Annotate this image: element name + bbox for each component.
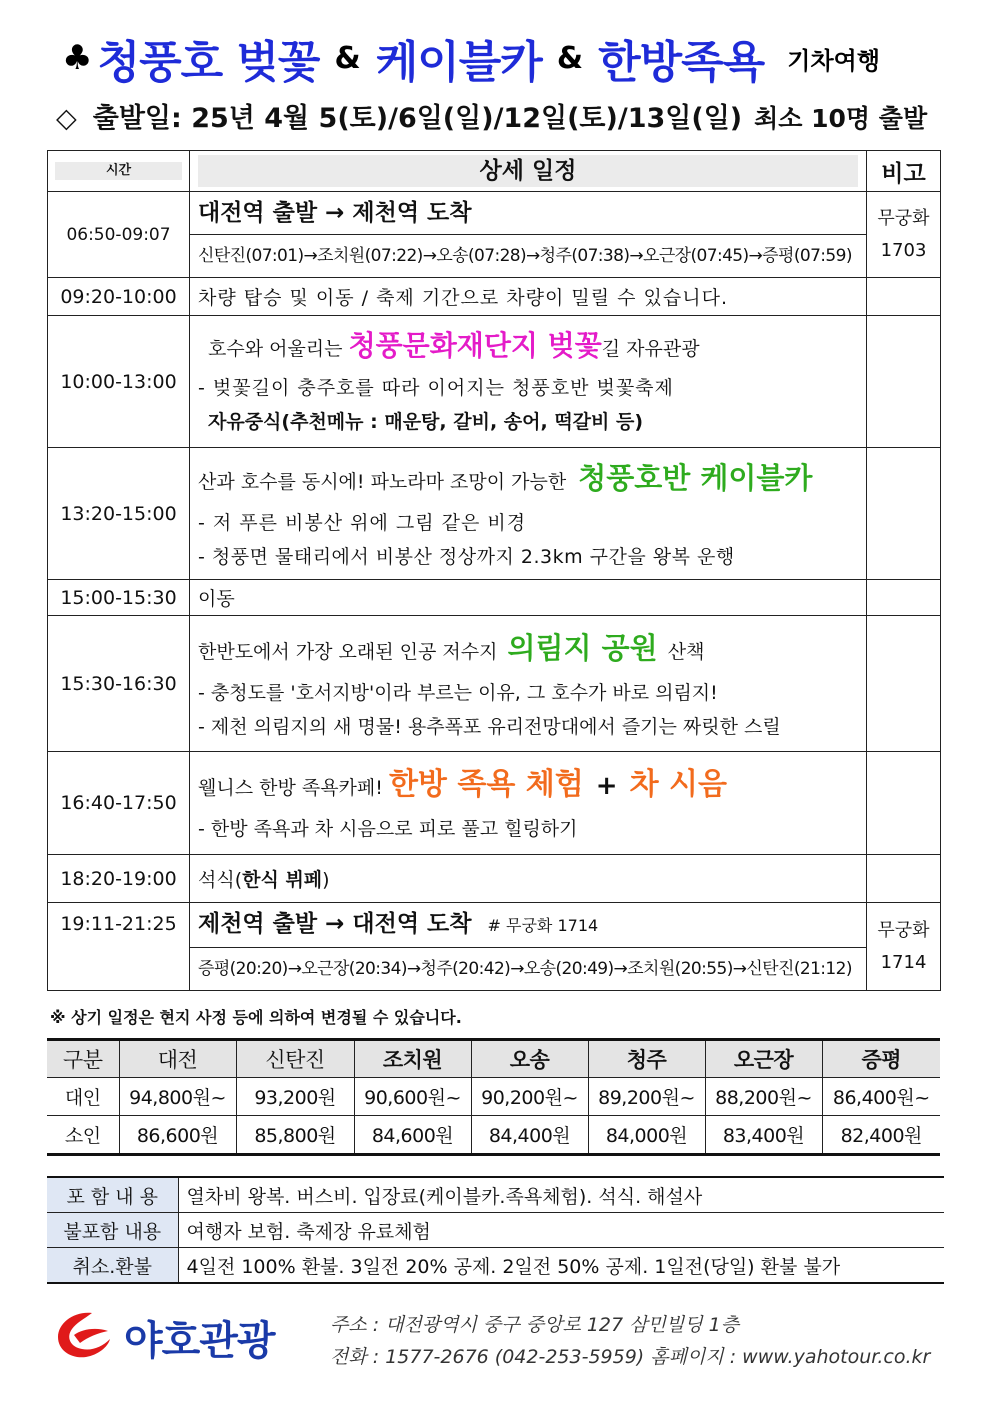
price-cell: 90,200원~ — [471, 1078, 588, 1116]
price-header-cell: 오근장 — [705, 1040, 822, 1078]
row-time: 18:20-19:00 — [48, 855, 190, 903]
price-cell: 대인 — [47, 1078, 119, 1116]
change-notice: ※ 상기 일정은 현지 사정 등에 의하여 변경될 수 있습니다. — [50, 1008, 462, 1027]
row-time: 13:20-15:00 — [48, 448, 190, 580]
departure-text: 출발일: 25년 4월 5(토)/6일(일)/12일(토)/13일(일) — [92, 103, 743, 134]
price-cell: 83,400원 — [705, 1116, 822, 1155]
schedule-row — [48, 903, 941, 991]
price-header-row — [47, 1040, 940, 1078]
schedule-table — [47, 150, 941, 991]
info-row-refund — [47, 1248, 944, 1284]
price-cell: 89,200원~ — [588, 1078, 705, 1116]
company-address: 주소 : 대전광역시 중구 중앙로 127 삼민빌딩 1층 — [330, 1314, 740, 1336]
row-note: 무궁화 1703 — [867, 192, 941, 278]
price-row-child — [47, 1116, 940, 1155]
price-header-cell: 조치원 — [354, 1040, 471, 1078]
info-label: 불포함 내용 — [47, 1213, 178, 1248]
row-detail: 산과 호수를 동시에! 파노라마 조망이 가능한 청풍호반 케이블카 - 저 푸른 비봉산 위에 그림 같은 비경 - 청풍면 물태리에서 비봉산 정상까지 2.3km 구간을 왕복 운행 — [190, 448, 867, 580]
schedule-header-row — [48, 151, 941, 192]
route-stops: 신탄진(07:01)→조치원(07:22)→오송(07:28)→청주(07:38)→오근장(07:45)→증평(07:59) — [190, 234, 866, 277]
title-part1: 청풍호 벚꽃 — [97, 37, 320, 88]
route-stops: 증평(20:20)→오근장(20:34)→청주(20:42)→오송(20:49)→조치원(20:55)→신탄진(21:12) — [190, 947, 866, 990]
row-detail: 웰니스 한방 족욕카페! 한방 족욕 체험 + 차 시음 - 한방 족욕과 차 시음으로 피로 풀고 힐링하기 — [190, 752, 867, 855]
header-detail: 상세 일정 — [190, 151, 867, 192]
minimum-participants: 최소 10명 출발 — [754, 104, 928, 133]
price-cell: 85,800원 — [236, 1116, 354, 1155]
row-note — [867, 448, 941, 580]
row-time: 15:30-16:30 — [48, 616, 190, 752]
info-row-excluded — [47, 1213, 944, 1248]
schedule-row — [48, 278, 941, 316]
logo-swoosh-icon — [52, 1307, 114, 1365]
price-cell: 소인 — [47, 1116, 119, 1155]
row-note — [867, 278, 941, 316]
info-value: 4일전 100% 환불. 3일전 20% 공제. 2일전 50% 공제. 1일전(당일) 환불 불가 — [178, 1248, 944, 1284]
row-time: 15:00-15:30 — [48, 580, 190, 616]
club-icon: ♣ — [62, 38, 93, 78]
title-part2: 케이블카 — [375, 37, 542, 88]
price-cell: 82,400원 — [822, 1116, 940, 1155]
price-header-cell: 신탄진 — [236, 1040, 354, 1078]
info-table — [47, 1176, 944, 1284]
title-amp2: & — [556, 40, 584, 76]
row-time: 16:40-17:50 — [48, 752, 190, 855]
schedule-row — [48, 580, 941, 616]
info-label: 취소.환불 — [47, 1248, 178, 1284]
highlight-uirimji: 의림지 공원 — [507, 630, 658, 665]
row-detail: 차량 탑승 및 이동 / 축제 기간으로 차량이 밀릴 수 있습니다. — [190, 278, 867, 316]
highlight-foot-bath: 한방 족욕 체험 — [388, 766, 584, 802]
schedule-row — [48, 192, 941, 278]
price-header-cell: 대전 — [119, 1040, 236, 1078]
price-cell: 84,000원 — [588, 1116, 705, 1155]
schedule-row — [48, 316, 941, 448]
row-time: 09:20-10:00 — [48, 278, 190, 316]
page-title — [62, 26, 942, 90]
title-part3: 한방족욕 — [598, 37, 765, 88]
route-main: 대전역 출발 → 제천역 도착 — [198, 200, 472, 226]
route-main: 제천역 출발 → 대전역 도착 — [198, 911, 472, 937]
schedule-row — [48, 616, 941, 752]
title-amp1: & — [334, 40, 361, 76]
row-detail — [190, 903, 867, 991]
price-table — [47, 1038, 940, 1156]
row-time: 10:00-13:00 — [48, 316, 190, 448]
departure-dates — [56, 96, 927, 135]
price-header-cell: 증평 — [822, 1040, 940, 1078]
price-cell: 93,200원 — [236, 1078, 354, 1116]
row-note — [867, 580, 941, 616]
row-detail: 석식(한식 뷔페) — [190, 855, 867, 903]
row-note: 무궁화 1714 — [867, 903, 941, 991]
price-cell: 86,400원~ — [822, 1078, 940, 1116]
row-note — [867, 752, 941, 855]
row-note — [867, 855, 941, 903]
highlight-cable-car: 청풍호반 케이블카 — [578, 460, 813, 495]
company-contact — [330, 1309, 930, 1373]
info-row-included — [47, 1177, 944, 1213]
schedule-row — [48, 448, 941, 580]
info-value: 여행자 보험. 축제장 유료체험 — [178, 1213, 944, 1248]
price-cell: 84,600원 — [354, 1116, 471, 1155]
highlight-cherry-blossom: 청풍문화재단지 벚꽃 — [348, 329, 602, 362]
row-note — [867, 616, 941, 752]
price-cell: 88,200원~ — [705, 1078, 822, 1116]
price-cell: 94,800원~ — [119, 1078, 236, 1116]
header-time: 시간 — [48, 151, 190, 192]
row-time: 19:11-21:25 — [48, 903, 190, 991]
highlight-tea-tasting: 차 시음 — [629, 766, 727, 802]
price-cell: 90,600원~ — [354, 1078, 471, 1116]
title-suffix: 기차여행 — [787, 46, 881, 75]
footer — [52, 1303, 932, 1383]
company-phone-homepage: 전화 : 1577-2676 (042-253-5959) 홈페이지 : www.yahotour.co.kr — [330, 1346, 931, 1368]
price-cell: 86,600원 — [119, 1116, 236, 1155]
info-label: 포 함 내 용 — [47, 1177, 178, 1213]
price-header-cell: 청주 — [588, 1040, 705, 1078]
row-detail: 이동 — [190, 580, 867, 616]
schedule-row — [48, 855, 941, 903]
price-header-cell: 오송 — [471, 1040, 588, 1078]
price-cell: 84,400원 — [471, 1116, 588, 1155]
schedule-row — [48, 752, 941, 855]
row-detail: 호수와 어울리는 청풍문화재단지 벚꽃길 자유관광 - 벚꽃길이 충주호를 따라 이어지는 청풍호반 벚꽃축제 자유중식(추천메뉴 : 매운탕, 갈비, 송어, 떡갈비 등) — [190, 316, 867, 448]
train-note: # 무궁화 1714 — [487, 916, 599, 935]
price-header-cell: 구분 — [47, 1040, 119, 1078]
logo-text: 야호관광 — [124, 1318, 275, 1364]
header-note: 비고 — [867, 151, 941, 192]
row-time: 06:50-09:07 — [48, 192, 190, 278]
diamond-icon: ◇ — [56, 103, 77, 134]
info-value: 열차비 왕복. 버스비. 입장료(케이블카.족욕체험). 석식. 해설사 — [178, 1177, 944, 1213]
price-row-adult — [47, 1078, 940, 1116]
row-detail — [190, 192, 867, 278]
row-note — [867, 316, 941, 448]
row-detail: 한반도에서 가장 오래된 인공 저수지 의림지 공원 산책 - 충청도를 '호서지방'이라 부르는 이유, 그 호수가 바로 의림지! - 제천 의림지의 새 명물! 용추폭포 유리전망대에서 즐기는 짜릿한 스릴 — [190, 616, 867, 752]
